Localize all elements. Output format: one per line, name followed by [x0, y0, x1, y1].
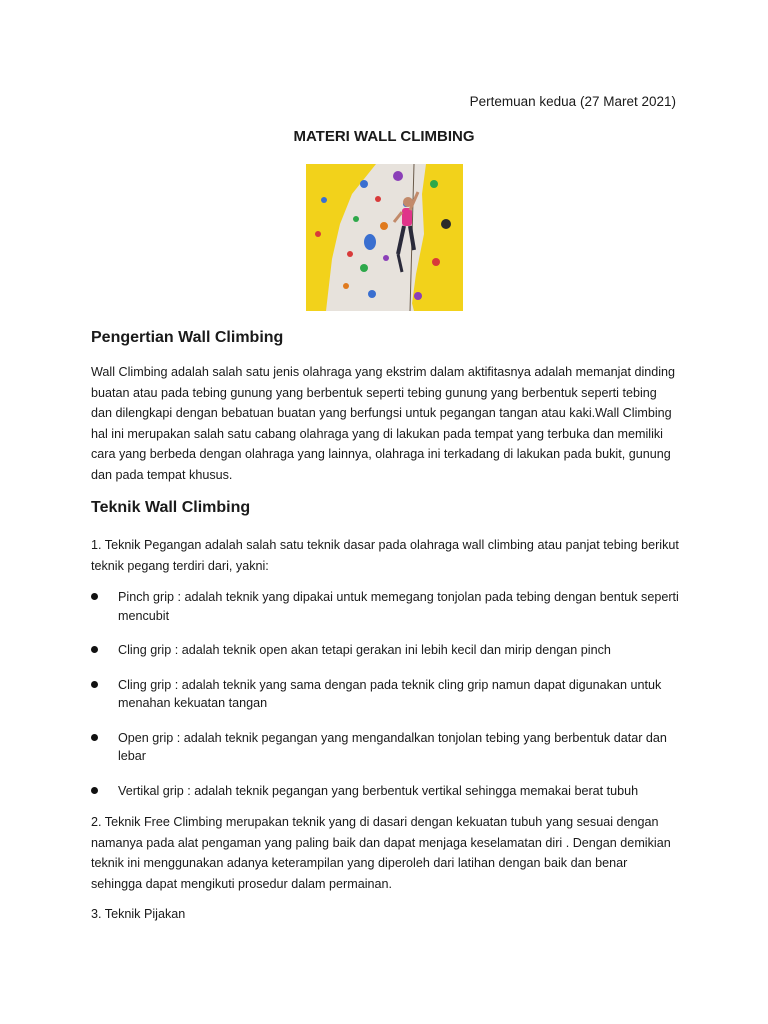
bullet-icon [91, 787, 98, 794]
bullet-icon [91, 681, 98, 688]
bullet-icon [91, 646, 98, 653]
list-item: Cling grip : adalah teknik open akan tetapi gerakan ini lebih kecil dan mirip dengan pinch [91, 641, 681, 660]
bullet-icon [91, 593, 98, 600]
wall-climbing-photo [306, 164, 463, 311]
list-item: Open grip : adalah teknik pegangan yang mengandalkan tonjolan tebing yang berbentuk datar dan lebar [91, 729, 681, 766]
section-heading-definition: Pengertian Wall Climbing [91, 329, 284, 346]
list-item: Cling grip : adalah teknik yang sama dengan pada teknik cling grip namun dapat digunakan untuk menahan kekuatan tangan [91, 676, 681, 713]
list-item: Pinch grip : adalah teknik yang dipakai untuk memegang tonjolan pada tebing dengan bentuk seperti mencubit [91, 588, 681, 625]
page-title: MATERI WALL CLIMBING [293, 128, 475, 145]
technique-item-1: 1. Teknik Pegangan adalah salah satu teknik dasar pada olahraga wall climbing atau panjat tebing berikut teknik pegang terdiri dari, yakni: [91, 538, 679, 573]
bullet-icon [91, 734, 98, 741]
climber-illustration [306, 164, 463, 311]
definition-paragraph: Wall Climbing adalah salah satu jenis olahraga yang ekstrim dalam aktifitasnya adalah memanjat dinding buatan atau pada tebing gunung yang berbentuk seperti tebing gunung yang berbentuk seperti tebing dan dilengkapi dengan bebatuan buatan yang berfungsi untuk pegangan tangan atau kaki.Wall Climbing hal ini merupakan salah satu cabang olahraga yang di lakukan pada tempat yang terbuka dan memiliki cara yang berbeda dengan olahraga yang lainnya, olahraga ini terkadang di lakukan pada bukit, gunung dan pada tempat khusus. [91, 365, 676, 482]
technique-item-3: 3. Teknik Pijakan [91, 907, 186, 921]
meeting-date: Pertemuan kedua (27 Maret 2021) [469, 94, 676, 109]
technique-item-2: 2. Teknik Free Climbing merupakan teknik yang di dasari dengan kekuatan tubuh yang sesuai dengan namanya pada alat pengaman yang paling baik dan dapat menjaga keselamatan diri . Dengan demikian teknik ini menggunakan adanya keterampilan yang diperoleh dari latihan dengan baik dan benar sehingga dapat mengikuti prosedur dalam permainan. [91, 815, 671, 891]
grip-list [91, 588, 681, 800]
list-item: Vertikal grip : adalah teknik pegangan yang berbentuk vertikal sehingga memakai berat tubuh [91, 782, 681, 801]
section-heading-techniques: Teknik Wall Climbing [91, 499, 251, 516]
